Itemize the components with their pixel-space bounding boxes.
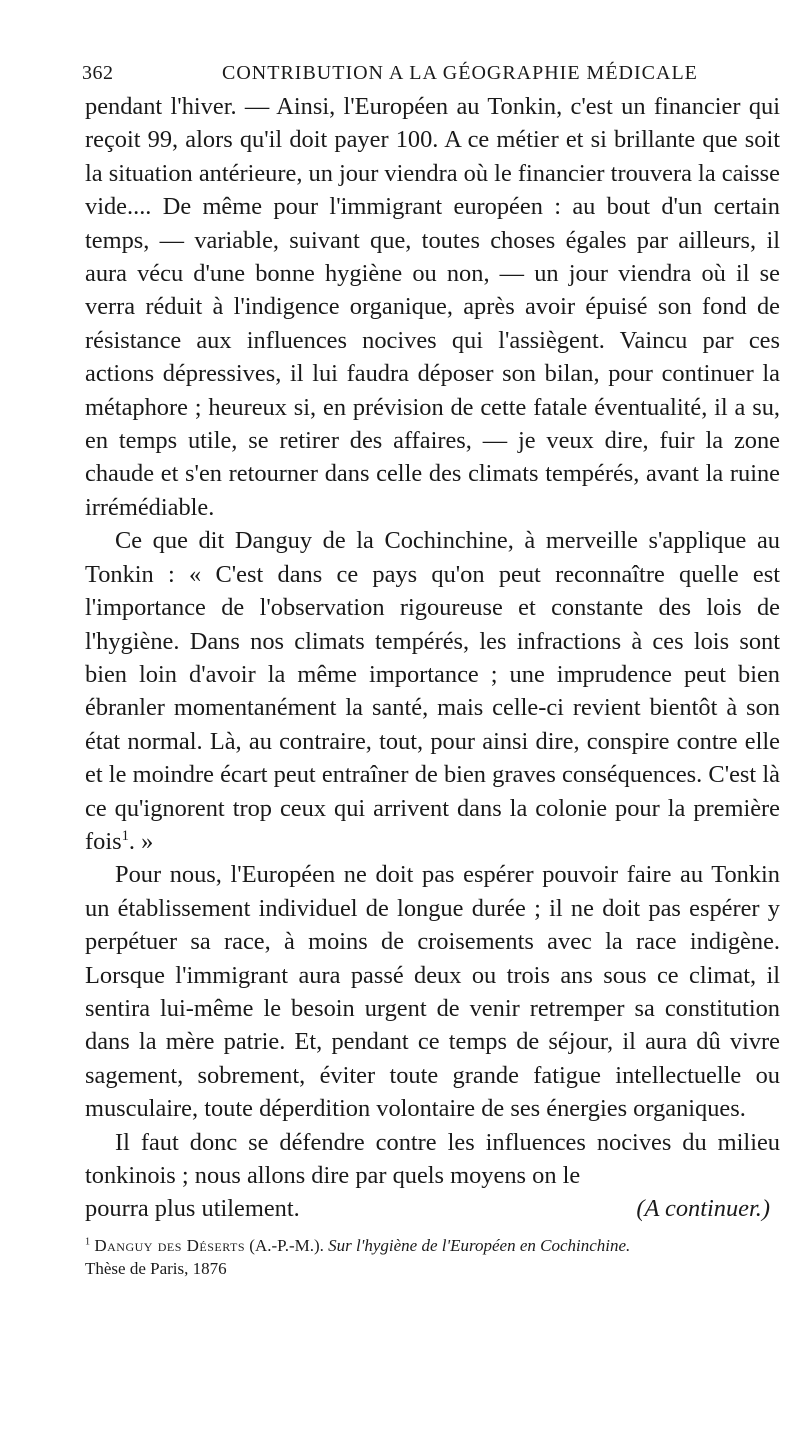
footnote-marker: 1 <box>85 1236 91 1248</box>
paragraph-2 <box>85 524 780 858</box>
paragraph-3: Pour nous, l'Européen ne doit pas espérer pouvoir faire au Tonkin un établissement individuel de longue durée ; il ne doit pas espérer y perpétuer sa race, à moins de croisements avec la race indigène. Lorsque l'immigrant aura passé deux ou trois ans sous ce climat, il sentira lui-même le besoin urgent de venir retremper sa constitution dans la mère patrie. Et, pendant ce temps de séjour, il aura dû vivre sagement, sobrement, éviter toute grande fatigue intellectuelle ou musculaire, toute déperdition volontaire de ses énergies organiques. <box>85 861 780 1123</box>
footnote-title: Sur l'hygiène de l'Européen en Cochinchine. <box>328 1236 631 1255</box>
footnote <box>85 1234 780 1280</box>
body-text <box>85 90 780 1226</box>
footnote-initials: (A.-P.-M.). <box>249 1236 324 1255</box>
paragraph-2-text: Ce que dit Danguy de la Cochinchine, à merveille s'applique au Tonkin : « C'est dans ce pays qu'on peut reconnaître quelle est l'importance de l'observation rigoureuse et constante des lois de l'hygiène. Dans nos climats tempérés, les infractions à ces lois sont bien loin d'avoir la même importance ; une imprudence peut bien ébranler momentanément la santé, mais celle-ci revient bientôt à son état normal. Là, au contraire, tout, pour ainsi dire, conspire contre elle et le moindre écart peut entraîner de bien graves conséquences. C'est là ce qu'ignorent trop ceux qui arrivent dans la colonie pour la première fois <box>85 527 780 855</box>
running-head: CONTRIBUTION A LA GÉOGRAPHIE MÉDICALE <box>222 62 698 84</box>
page-number: 362 <box>82 62 114 84</box>
footnote-reference[interactable]: 1 <box>121 827 129 844</box>
page-header <box>82 62 782 92</box>
last-line-text: pourra plus utilement. <box>85 1195 300 1223</box>
footnote-rest: Thèse de Paris, 1876 <box>85 1259 227 1278</box>
footnote-author: Danguy des Déserts <box>94 1236 246 1255</box>
closing-line <box>85 1192 780 1225</box>
to-be-continued: (A continuer.) <box>636 1195 770 1223</box>
quote-close: . » <box>128 827 154 855</box>
paragraph-1: pendant l'hiver. — Ainsi, l'Européen au Tonkin, c'est un financier qui reçoit 99, alors qu'il doit payer 100. A ce métier et si brillante que soit la situation antérieure, un jour viendra où le financier trouvera la caisse vide.... De même pour l'immigrant européen : au bout d'un certain temps, — variable, suivant que, toutes choses égales par ailleurs, il aura vécu d'une bonne hygiène ou non, — un jour viendra où il se verra réduit à l'indigence organique, après avoir épuisé son fond de résistance aux influences nocives qui l'assiègent. Vaincu par ces actions dépressives, il lui faudra déposer son bilan, pour continuer la métaphore ; heureux si, en prévision de cette fatale éventualité, il a su, en temps utile, se retirer des affaires, — je veux dire, fuir la zone chaude et s'en retourner dans celle des climats tempérés, avant la ruine irrémédiable. <box>85 93 780 521</box>
paragraph-4: Il faut donc se défendre contre les influences nocives du milieu tonkinois ; nous allons dire par quels moyens on le <box>85 1128 780 1189</box>
